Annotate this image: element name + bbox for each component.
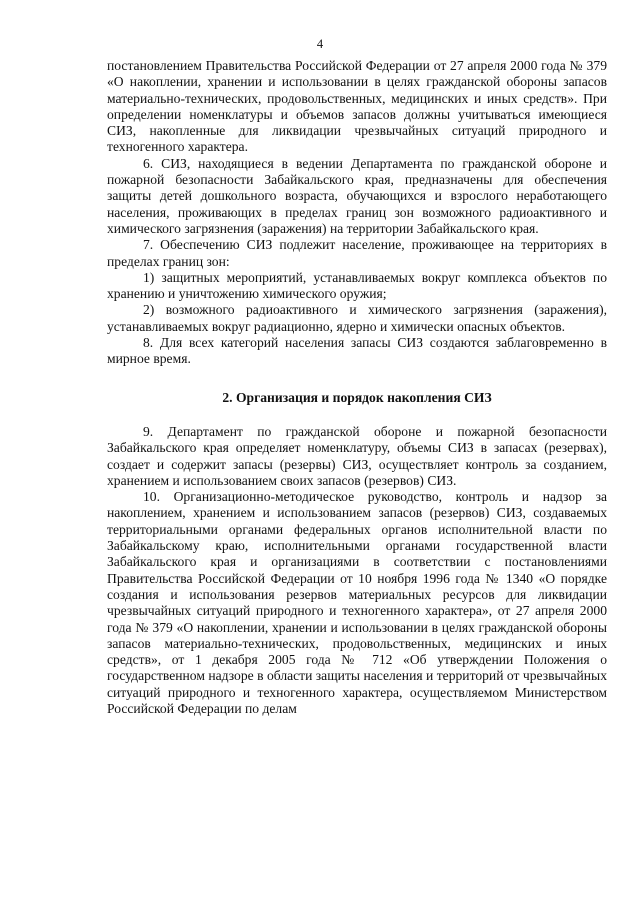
paragraph-7-item-1: 1) защитных мероприятий, устанавливаемых вокруг комплекса объектов по хранению и уничтожению химического оружия;	[107, 269, 607, 302]
paragraph-8: 8. Для всех категорий населения запасы СИЗ создаются заблаговременно в мирное время.	[107, 335, 607, 367]
section-heading: 2. Организация и порядок накопления СИЗ	[222, 389, 492, 405]
paragraph-10: 10. Организационно-методическое руководство, контроль и надзор за накоплением, хранением и использованием запасов (резервов) СИЗ, создаваемых территориальными органами федеральных органов исполнительной власти по Забайкальскому краю, исполнительными органами государственной власти Забайкальского края и организациями в соответствии с постановлениями Правительства Российской Федерации от 10 ноября 1996 года № 1340 «О порядке создания и использования резервов материальных ресурсов для ликвидации чрезвычайных ситуаций природного и техногенного характера», от 27 апреля 2000 года № 379 «О накоплении, хранении и использовании в целях гражданской обороны запасов материально-технических, продовольственных, медицинских и иных средств», от 1 декабря 2005 года № 712 «Об утверждении Положения о государственном надзоре в области защиты населения и территорий от чрезвычайных ситуаций природного и техногенного характера, осуществляемом Министерством Российской Федерации по делам	[107, 489, 607, 716]
page-number: 4	[316, 37, 324, 51]
paragraph-7: 7. Обеспечению СИЗ подлежит население, проживающее на территориях в пределах границ зон:	[107, 237, 607, 269]
paragraph-7-item-2: 2) возможного радиоактивного и химического загрязнения (заражения), устанавливаемых вокруг радиационно, ядерно и химически опасных объектов.	[107, 302, 607, 334]
paragraph-9: 9. Департамент по гражданской обороне и пожарной безопасности Забайкальского края определяет номенклатуру, объемы СИЗ в запасах (резервах), создает и содержит запасы (резервы) СИЗ, осуществляет контроль за созданием, хранением и использованием своих запасов (резервов) СИЗ.	[107, 423, 607, 488]
paragraph-6: 6. СИЗ, находящиеся в ведении Департамента по гражданской обороне и пожарной безопасности Забайкальского края, предназначены для обеспечения защиты детей дошкольного возраста, обучающихся и взрослого неработающего населения, проживающих в пределах границ зон возможного радиоактивного и химического загрязнения (заражения) на территории Забайкальского края.	[107, 155, 607, 236]
paragraph-continuation: постановлением Правительства Российской Федерации от 27 апреля 2000 года № 379 «О накоплении, хранении и использовании в целях гражданской обороны запасов материально-технических, продовольственных, медицинских и иных средств». При определении номенклатуры и объемов запасов должны учитываться имеющиеся СИЗ, накопленные для ликвидации чрезвычайных ситуаций природного и техногенного характера.	[107, 58, 607, 155]
document-body	[107, 58, 607, 717]
